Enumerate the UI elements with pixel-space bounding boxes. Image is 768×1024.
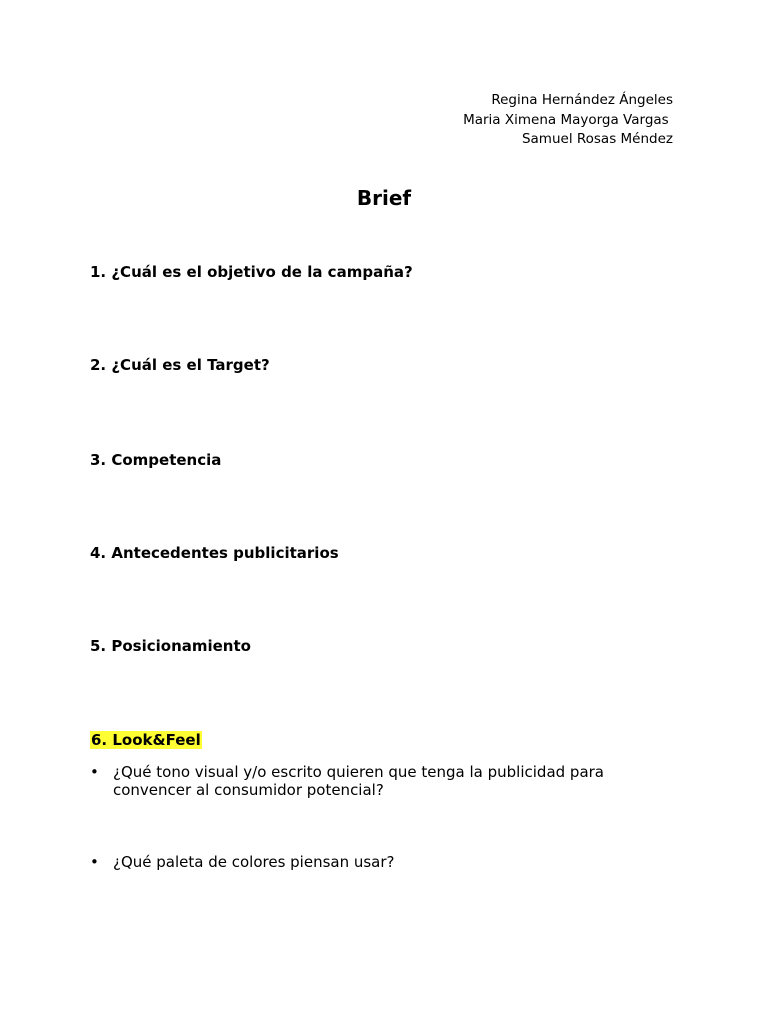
- bullet-list: [90, 763, 650, 799]
- list-item: [90, 763, 650, 799]
- section-heading-look-and-feel: [90, 731, 202, 750]
- author-name: Maria Ximena Mayorga Vargas: [463, 111, 673, 128]
- bullet-icon: •: [90, 853, 99, 871]
- list-item-text: ¿Qué tono visual y/o escrito quieren que tenga la publicidad para convencer al consumidor potencial?: [113, 763, 604, 799]
- list-item-text: ¿Qué paleta de colores piensan usar?: [113, 853, 395, 871]
- bullet-list: [90, 853, 650, 871]
- section-heading-competencia: 3. Competencia: [90, 451, 222, 469]
- section-heading-antecedentes: 4. Antecedentes publicitarios: [90, 544, 339, 562]
- document-title: Brief: [356, 186, 412, 210]
- section-heading-target: 2. ¿Cuál es el Target?: [90, 356, 270, 374]
- author-name: Samuel Rosas Méndez: [521, 131, 673, 147]
- list-item: [90, 853, 650, 871]
- highlighted-text: 6. Look&Feel: [91, 731, 201, 749]
- section-heading-objetivo: 1. ¿Cuál es el objetivo de la campaña?: [90, 263, 413, 281]
- bullet-icon: •: [90, 763, 99, 781]
- author-list: [463, 91, 673, 150]
- author-name: Regina Hernández Ángeles: [491, 92, 673, 108]
- section-heading-posicionamiento: 5. Posicionamiento: [90, 637, 251, 655]
